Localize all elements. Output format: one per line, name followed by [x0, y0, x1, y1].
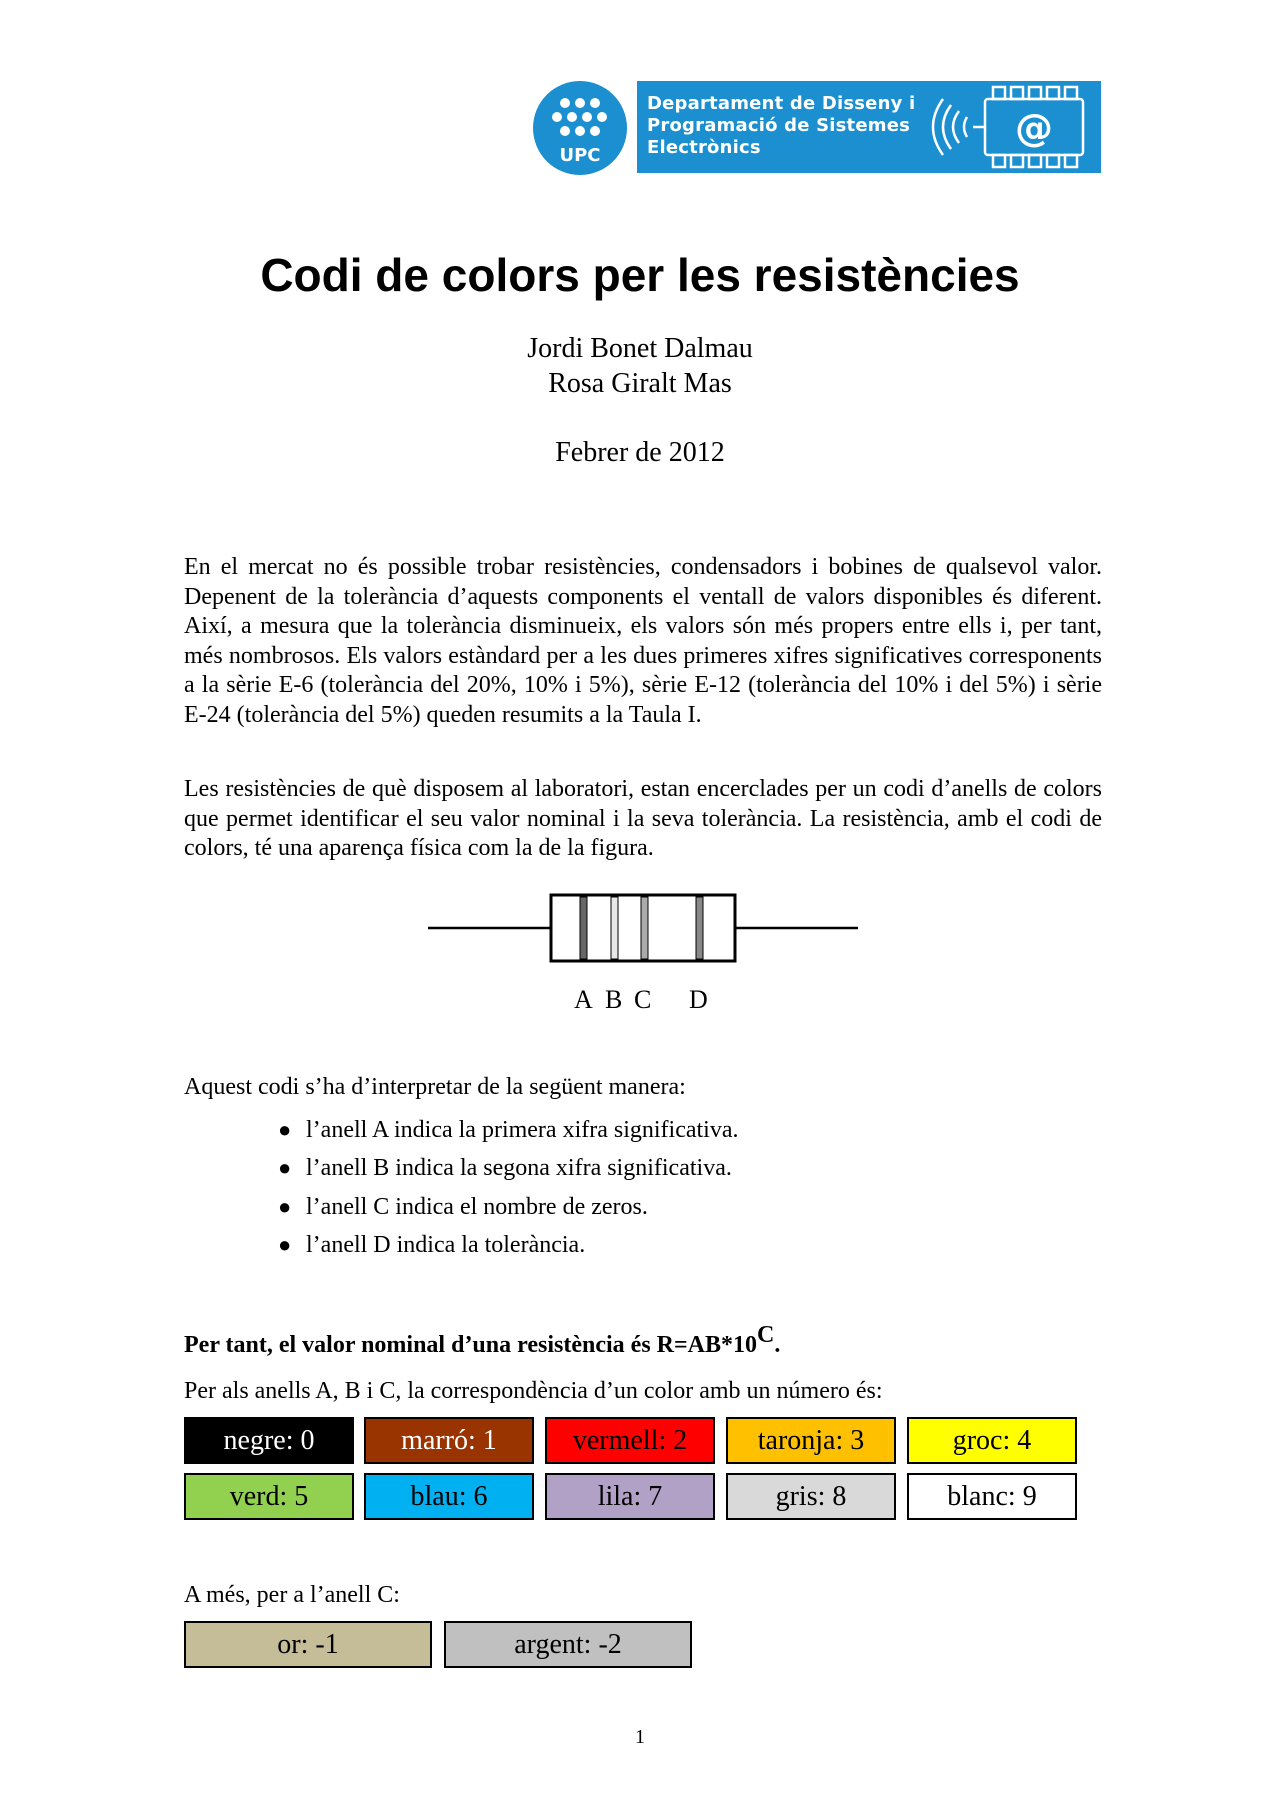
color-box-vermell: vermell: 2 — [545, 1417, 715, 1464]
list-item — [278, 1230, 586, 1260]
list-item — [278, 1153, 732, 1183]
svg-text:@: @ — [1015, 106, 1053, 150]
author-name: Rosa Giralt Mas — [548, 368, 732, 399]
department-line: Electrònics — [647, 137, 761, 158]
color-box-or: or: -1 — [184, 1621, 432, 1668]
formula-suffix: . — [774, 1332, 781, 1358]
color-box-negre: negre: 0 — [184, 1417, 354, 1464]
upc-logo-text: UPC — [559, 145, 601, 166]
intro-paragraph: En el mercat no és possible trobar resistències, condensadors i bobines de qualsevol valor. Depenent de la tolerància d’aquests components el ventall de valors disponibles és diferent. Així, a mesura que la tolerància disminueix, els valors són més propers entre ells i, per tant, més nombrosos. Els valors estàndard per a les dues primeres xifres significatives corresponents a la sèrie E-6 (tolerància del 20%, 10% i 5%), sèrie E-12 (tolerància del 10% i del 5%) i sèrie E-24 (tolerància del 5%) queden resumits a la Taula I. — [184, 554, 1102, 728]
ring-c — [641, 897, 648, 959]
resistor-figure — [428, 893, 858, 963]
ring-label: B — [605, 985, 623, 1014]
ring-b — [611, 897, 618, 959]
upc-logo-graphic — [533, 81, 627, 175]
color-box-lila: lila: 7 — [545, 1473, 715, 1520]
bullet-icon: ● — [278, 1117, 292, 1142]
ring-label: A — [574, 985, 593, 1014]
color-box-gris: gris: 8 — [726, 1473, 896, 1520]
lab-paragraph: Les resistències de què disposem al laboratori, estan encerclades per un codi d’anells de colors que permet identificar el seu valor nominal i la seva tolerància. La resistència, amb el codi de colors, té una aparença física com la de la figura. — [184, 776, 1102, 861]
color-box-blanc: blanc: 9 — [907, 1473, 1077, 1520]
document-date: Febrer de 2012 — [555, 437, 725, 468]
list-item-text: l’anell B indica la segona xifra significativa. — [306, 1155, 732, 1181]
bullet-icon: ● — [278, 1194, 292, 1219]
department-line: Programació de Sistemes — [647, 115, 911, 136]
color-box-groc: groc: 4 — [907, 1417, 1077, 1464]
color-intro: Per als anells A, B i C, la correspondència d’un color amb un número és: — [184, 1378, 883, 1404]
department-name — [647, 93, 947, 159]
interpretation-intro: Aquest codi s’ha d’interpretar de la següent manera: — [184, 1074, 686, 1100]
list-item-text: l’anell A indica la primera xifra significativa. — [306, 1117, 739, 1143]
color-box-argent: argent: -2 — [444, 1621, 692, 1668]
color-box-taronja: taronja: 3 — [726, 1417, 896, 1464]
color-box-marro: marró: 1 — [364, 1417, 534, 1464]
ring-a — [580, 897, 587, 959]
bullet-icon: ● — [278, 1155, 292, 1180]
color-box-verd: verd: 5 — [184, 1473, 354, 1520]
color-box-blau: blau: 6 — [364, 1473, 534, 1520]
ring-d — [696, 897, 703, 959]
nominal-value-formula — [184, 1322, 781, 1360]
ring-label: D — [689, 985, 708, 1014]
upc-logo — [533, 81, 627, 175]
author-name: Jordi Bonet Dalmau — [527, 333, 753, 364]
formula-exponent: C — [757, 1322, 775, 1348]
list-item — [278, 1115, 739, 1145]
ring-labels — [0, 985, 1280, 1017]
department-line: Departament de Disseny i — [647, 93, 916, 114]
page-number: 1 — [635, 1726, 645, 1748]
bullet-icon: ● — [278, 1232, 292, 1257]
ring-c-intro: A més, per a l’anell C: — [184, 1582, 400, 1608]
list-item-text: l’anell C indica el nombre de zeros. — [306, 1194, 648, 1220]
document-title: Codi de colors per les resistències — [260, 249, 1020, 301]
list-item — [278, 1192, 648, 1222]
formula-text: Per tant, el valor nominal d’una resistència és R=AB*10 — [184, 1332, 757, 1358]
list-item-text: l’anell D indica la tolerància. — [306, 1232, 586, 1258]
ring-label: C — [634, 985, 652, 1014]
